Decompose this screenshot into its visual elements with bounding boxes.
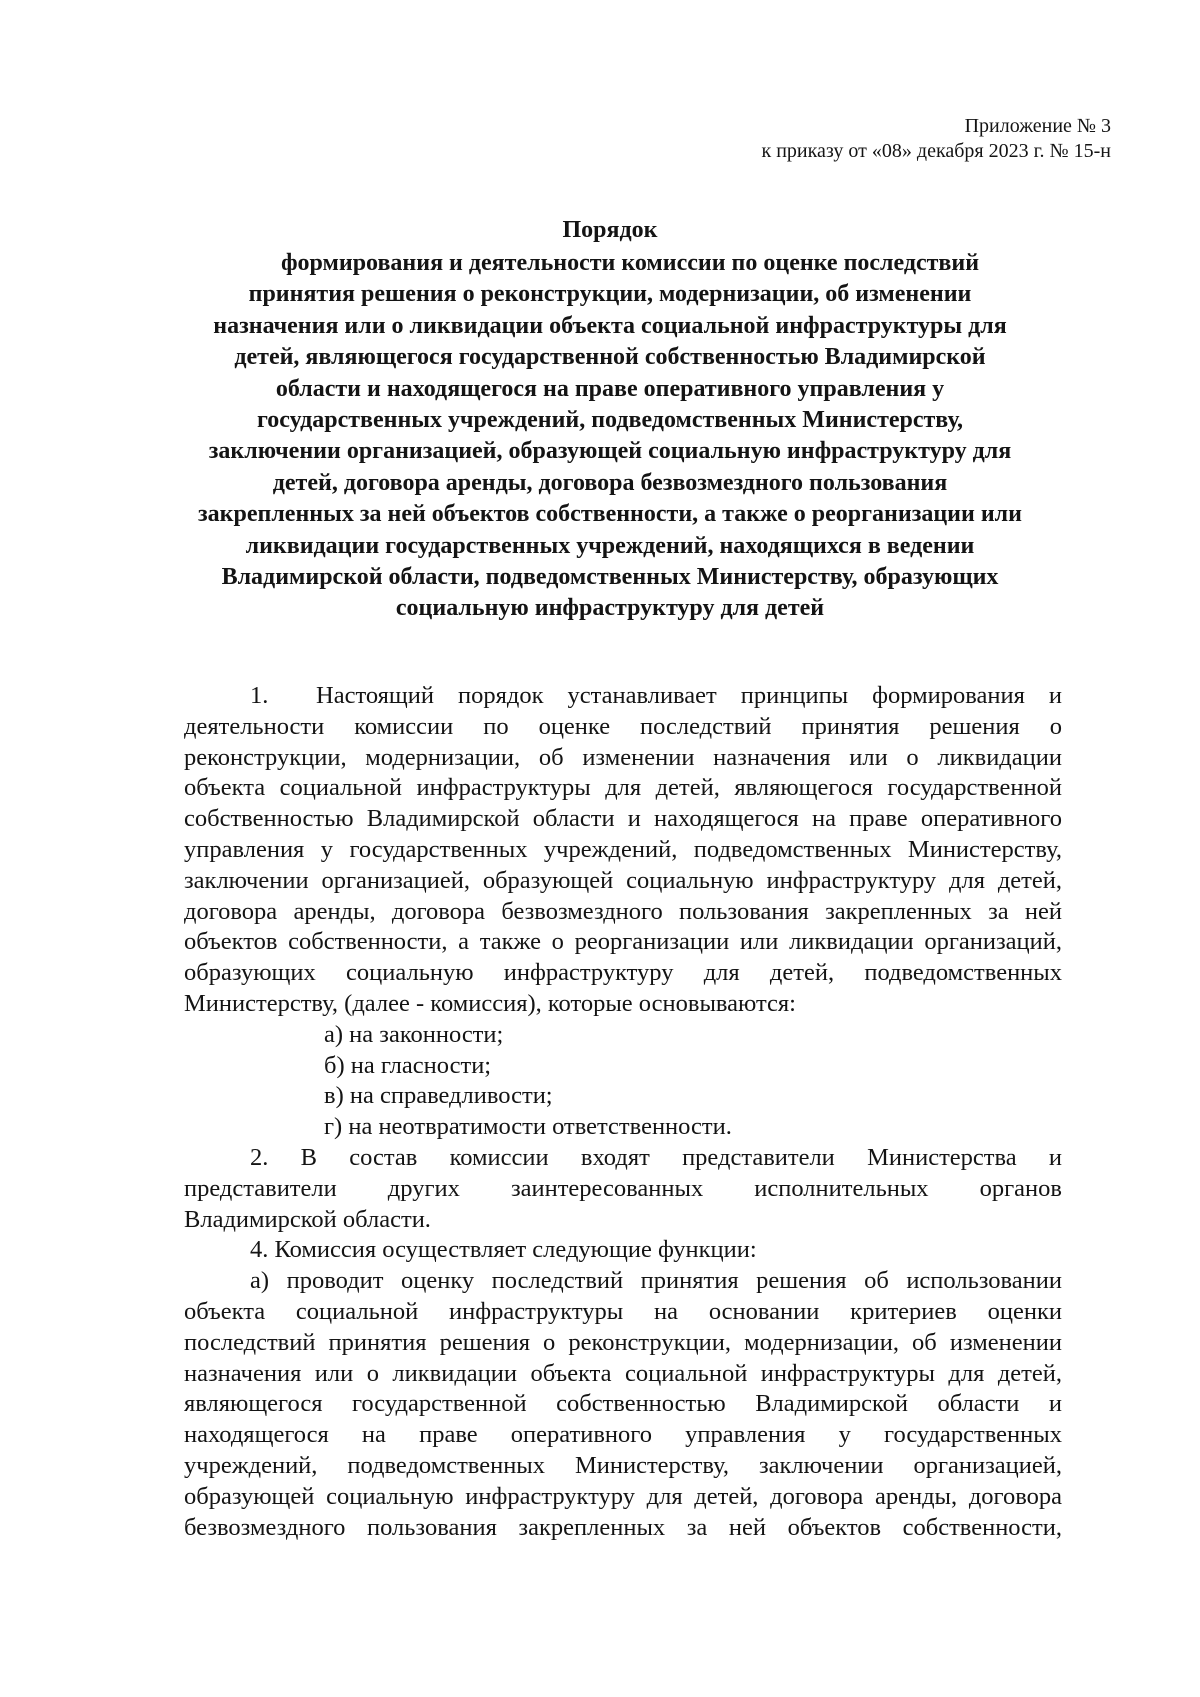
paragraph-1-line: управления у государственных учреждений, подведомственных Министерству, xyxy=(184,835,1062,863)
document-title xyxy=(160,215,1060,625)
title-line: принятия решения о реконструкции, модернизации, об изменении xyxy=(248,281,972,308)
paragraph-4a-line: безвозмездного пользования закрепленных за ней объектов собственности, xyxy=(184,1513,1062,1541)
paragraph-4a-line: учреждений, подведомственных Министерству, заключении организацией, xyxy=(184,1451,1062,1479)
paragraph-4a-line: находящегося на праве оперативного управления у государственных xyxy=(184,1421,1062,1449)
paragraph-1-line: образующих социальную инфраструктуру для детей, подведомственных xyxy=(184,959,1062,987)
paragraph-1-line: объекта социальной инфраструктуры для детей, являющегося государственной xyxy=(184,774,1062,802)
title-line: формирования и деятельности комиссии по оценке последствий xyxy=(280,250,980,276)
list-item: г) на неотвратимости ответственности. xyxy=(324,1113,732,1141)
paragraph-4a-first-line: а) проводит оценку последствий принятия решения об использовании xyxy=(250,1267,1062,1295)
paragraph-1-line: заключении организацией, образующей социальную инфраструктуру для детей, xyxy=(184,866,1062,894)
paragraph-1-line: объектов собственности, а также о реорганизации или ликвидации организаций, xyxy=(184,928,1062,956)
paragraph-4-heading: 4. Комиссия осуществляет следующие функции: xyxy=(250,1236,757,1264)
title-line: детей, являющегося государственной собственностью Владимирской xyxy=(234,344,986,371)
paragraph-2-last-line: Владимирской области. xyxy=(184,1205,431,1233)
title-line: детей, договора аренды, договора безвозмездного пользования xyxy=(272,469,948,496)
paragraph-1-line: реконструкции, модернизации, об изменении назначения или о ликвидации xyxy=(184,743,1062,771)
paragraph-4a-line: являющегося государственной собственностью Владимирской области и xyxy=(184,1390,1062,1418)
title-line: заключении организацией, образующей социальную инфраструктуру для xyxy=(208,438,1012,465)
title-line: закрепленных за ней объектов собственности, а также о реорганизации или xyxy=(198,501,1022,528)
paragraph-1-line: договора аренды, договора безвозмездного пользования закрепленных за ней xyxy=(184,897,1062,925)
title-line: назначения или о ликвидации объекта социальной инфраструктуры для xyxy=(213,312,1007,339)
list-item: в) на справедливости; xyxy=(324,1082,553,1110)
title-line: Владимирской области, подведомственных Министерству, образующих xyxy=(221,564,999,591)
order-reference: к приказу от «08» декабря 2023 г. № 15-н xyxy=(761,140,1111,162)
title-main: Порядок xyxy=(562,217,658,243)
paragraph-1-line: деятельности комиссии по оценке последствий принятия решения о xyxy=(184,712,1062,740)
paragraph-1-first-line xyxy=(184,681,1062,712)
appendix-header xyxy=(762,114,1111,164)
paragraph-1-line: собственностью Владимирской области и находящегося на праве оперативного xyxy=(184,805,1062,833)
document-body xyxy=(184,681,1062,1543)
paragraph-2-line: представители других заинтересованных исполнительных органов xyxy=(184,1174,1062,1202)
appendix-number: Приложение № 3 xyxy=(964,115,1111,137)
list-item: б) на гласности; xyxy=(324,1051,492,1079)
paragraph-4a-line: объекта социальной инфраструктуры на основании критериев оценки xyxy=(184,1297,1062,1325)
paragraph-1-number: 1. xyxy=(250,682,269,709)
paragraph-2-first-line: 2. В состав комиссии входят представители Министерства и xyxy=(250,1143,1062,1171)
title-subtitle xyxy=(160,248,1060,625)
title-line: ликвидации государственных учреждений, находящихся в ведении xyxy=(245,532,975,559)
paragraph-4a-line: последствий принятия решения о реконструкции, модернизации, об изменении xyxy=(184,1328,1062,1356)
paragraph-1-text: Настоящий порядок устанавливает принципы формирования и xyxy=(316,682,1062,709)
paragraph-1-last-line: Министерству, (далее - комиссия), которые основываются: xyxy=(184,989,796,1017)
title-line: социальную инфраструктуру для детей xyxy=(395,595,825,622)
list-item: а) на законности; xyxy=(324,1020,504,1048)
title-line: государственных учреждений, подведомственных Министерству, xyxy=(256,407,964,434)
paragraph-4a-line: назначения или о ликвидации объекта социальной инфраструктуры для детей, xyxy=(184,1359,1062,1387)
paragraph-4a-line: образующей социальную инфраструктуру для детей, договора аренды, договора xyxy=(184,1482,1062,1510)
title-line: области и находящегося на праве оперативного управления у xyxy=(275,375,945,402)
